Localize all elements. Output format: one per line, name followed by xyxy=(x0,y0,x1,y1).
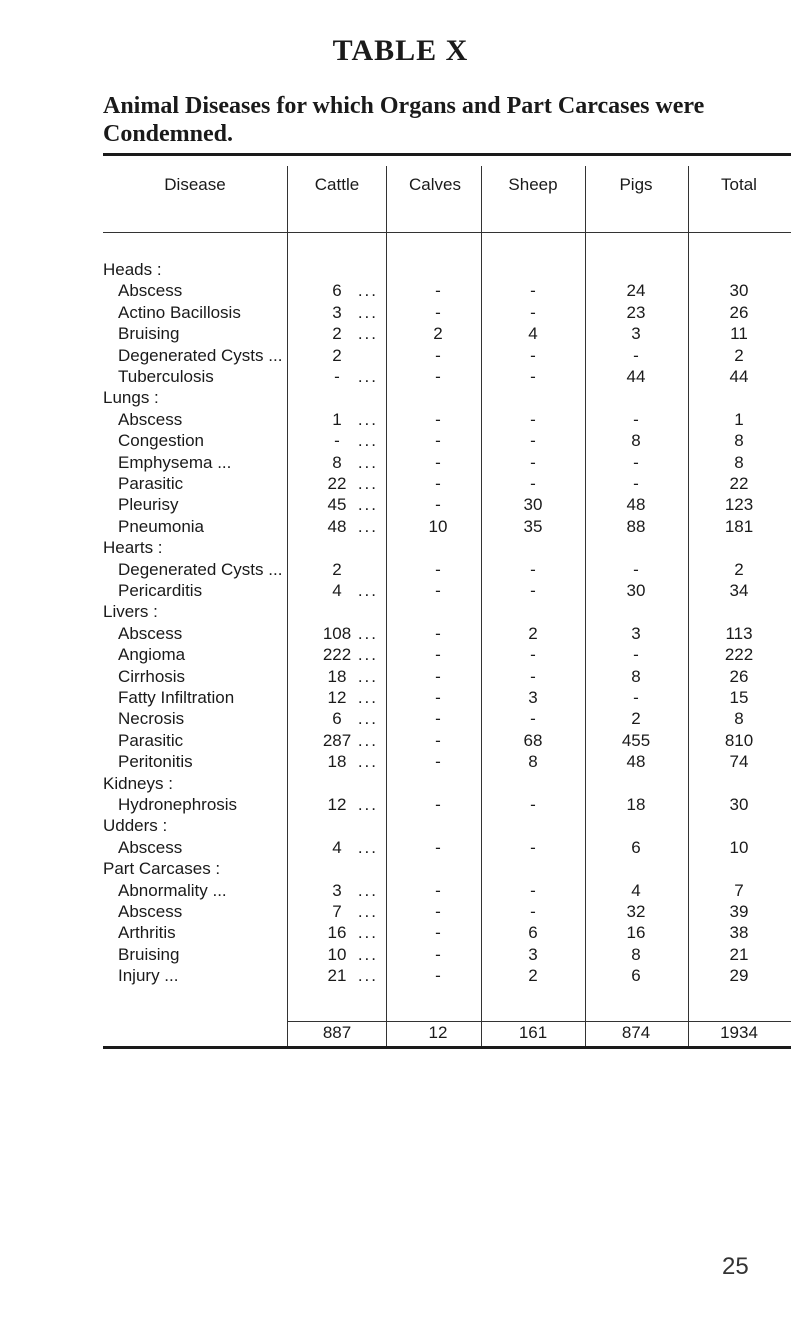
table-row xyxy=(103,794,791,815)
cattle-cell: 2 xyxy=(332,345,342,365)
section-label: Lungs : xyxy=(103,388,159,408)
table-row xyxy=(103,901,791,922)
table-bottom-rule xyxy=(103,1046,791,1049)
disease-label: Abscess xyxy=(118,837,183,857)
disease-label: Degenerated Cysts ... xyxy=(118,559,283,579)
disease-label: Abscess xyxy=(118,281,183,301)
pigs-cell: 6 xyxy=(631,966,641,986)
total-calves: 12 xyxy=(428,1023,448,1042)
disease-label: Bruising xyxy=(118,324,180,344)
pigs-cell: - xyxy=(633,345,639,365)
calves-cell: - xyxy=(435,944,441,964)
leader-dots: ... xyxy=(357,302,378,322)
sheep-cell: - xyxy=(530,474,536,493)
cattle-cell: 7 xyxy=(332,902,342,921)
cattle-cell: 2 xyxy=(332,324,342,344)
sheep-cell: - xyxy=(530,880,536,900)
cattle-cell: 6 xyxy=(332,709,342,729)
total-cell: 8 xyxy=(734,431,744,451)
cattle-cell: 16 xyxy=(327,923,347,943)
disease-label: Fatty Infiltration xyxy=(118,688,235,707)
leader-dots: ... xyxy=(357,837,378,857)
table-row xyxy=(103,965,791,986)
table-row xyxy=(103,880,791,901)
calves-cell: - xyxy=(435,666,441,686)
total-cell: 222 xyxy=(724,645,754,665)
table-row xyxy=(103,580,791,601)
total-cell: 15 xyxy=(729,688,749,707)
cattle-cell: 4 xyxy=(332,837,342,857)
leader-dots: ... xyxy=(357,367,378,386)
disease-label: Actino Bacillosis xyxy=(118,302,241,322)
disease-label: Abscess xyxy=(118,623,183,643)
disease-label: Necrosis xyxy=(118,709,185,729)
sheep-cell: - xyxy=(530,581,536,600)
sheep-cell: 30 xyxy=(523,495,543,515)
calves-cell: - xyxy=(435,452,441,472)
calves-cell: - xyxy=(435,688,441,707)
table-row xyxy=(103,366,791,387)
cattle-cell: 48 xyxy=(327,516,347,536)
calves-cell: - xyxy=(435,559,441,579)
disease-label: Pneumonia xyxy=(118,516,205,536)
sheep-cell: - xyxy=(530,345,536,365)
sheep-cell: - xyxy=(530,645,536,665)
sheep-cell: - xyxy=(530,902,536,921)
disease-label: Angioma xyxy=(118,645,186,665)
disease-label: Emphysema ... xyxy=(118,452,232,472)
cattle-cell: 45 xyxy=(327,495,347,515)
sheep-cell: - xyxy=(530,837,536,857)
table-row xyxy=(103,559,791,580)
disease-label: Pericarditis xyxy=(118,581,203,600)
pigs-cell: 16 xyxy=(626,923,646,943)
column-header-calves: Calves xyxy=(409,175,461,194)
cattle-cell: 2 xyxy=(332,559,342,579)
pigs-cell: 32 xyxy=(626,902,646,921)
calves-cell: - xyxy=(435,345,441,365)
cattle-cell: 18 xyxy=(327,666,347,686)
cattle-cell: 8 xyxy=(332,452,342,472)
cattle-cell: 108 xyxy=(322,623,352,643)
leader-dots: ... xyxy=(357,923,378,943)
total-cell: 39 xyxy=(729,902,749,921)
table-top-rule xyxy=(103,153,791,156)
sheep-cell: 4 xyxy=(528,324,538,344)
table-row xyxy=(103,730,791,751)
section-heading xyxy=(103,601,791,622)
disease-label: Bruising xyxy=(118,944,180,964)
table-row xyxy=(103,751,791,772)
total-cattle: 887 xyxy=(322,1023,352,1042)
leader-dots: ... xyxy=(357,623,378,643)
calves-cell: - xyxy=(435,623,441,643)
disease-label: Peritonitis xyxy=(118,752,193,772)
cattle-cell: 6 xyxy=(332,281,342,301)
calves-cell: - xyxy=(435,902,441,921)
disease-label: Parasitic xyxy=(118,730,184,750)
disease-label: Degenerated Cysts ... xyxy=(118,345,283,365)
pigs-cell: 30 xyxy=(626,581,646,600)
cattle-cell: 4 xyxy=(332,581,342,600)
column-header-disease: Disease xyxy=(164,175,226,194)
table-row xyxy=(103,494,791,515)
disease-label: Hydronephrosis xyxy=(118,795,238,814)
table-row xyxy=(103,280,791,301)
total-cell: 2 xyxy=(734,559,744,579)
sheep-cell: - xyxy=(530,367,536,386)
sheep-cell: - xyxy=(530,409,536,429)
pigs-cell: 6 xyxy=(631,837,641,857)
cattle-cell: 3 xyxy=(332,880,342,900)
total-cell: 1 xyxy=(734,409,744,429)
total-cell: 30 xyxy=(729,795,749,814)
total-sheep: 161 xyxy=(518,1023,548,1042)
total-cell: 26 xyxy=(729,666,749,686)
section-heading xyxy=(103,773,791,794)
cattle-cell: 18 xyxy=(327,752,347,772)
pigs-cell: 8 xyxy=(631,944,641,964)
pigs-cell: 48 xyxy=(626,495,646,515)
cattle-cell: 222 xyxy=(322,645,352,665)
sheep-cell: 68 xyxy=(523,730,543,750)
cattle-cell: 1 xyxy=(332,409,342,429)
total-cell: 11 xyxy=(730,324,748,344)
leader-dots: ... xyxy=(357,666,378,686)
totals-row xyxy=(103,1023,791,1045)
table-row xyxy=(103,323,791,344)
table-row xyxy=(103,452,791,473)
leader-dots: ... xyxy=(357,281,378,301)
column-header-cattle: Cattle xyxy=(314,175,360,194)
total-cell: 21 xyxy=(729,944,749,964)
sheep-cell: - xyxy=(530,559,536,579)
section-heading xyxy=(103,815,791,836)
table-row xyxy=(103,944,791,965)
sheep-cell: 2 xyxy=(528,966,538,986)
pigs-cell: 18 xyxy=(626,795,646,814)
leader-dots: ... xyxy=(357,324,378,344)
cattle-cell: 12 xyxy=(327,795,347,814)
table-row xyxy=(103,644,791,665)
column-header-sheep: Sheep xyxy=(508,175,558,194)
pigs-cell: - xyxy=(633,688,639,707)
pigs-cell: - xyxy=(633,645,639,665)
total-cell: 26 xyxy=(729,302,749,322)
section-label: Livers : xyxy=(103,602,158,622)
pigs-cell: 4 xyxy=(631,880,641,900)
table-row xyxy=(103,922,791,943)
disease-label: Abscess xyxy=(118,409,183,429)
calves-cell: - xyxy=(435,923,441,943)
calves-cell: - xyxy=(435,409,441,429)
column-header-total: Total xyxy=(721,175,757,194)
pigs-cell: 24 xyxy=(626,281,646,301)
leader-dots: ... xyxy=(357,495,378,515)
cattle-cell: 287 xyxy=(322,730,352,750)
cattle-cell: - xyxy=(334,431,340,451)
total-pigs: 874 xyxy=(621,1023,651,1042)
total-cell: 74 xyxy=(729,752,749,772)
pigs-cell: - xyxy=(633,452,639,472)
leader-dots: ... xyxy=(357,409,378,429)
sheep-cell: - xyxy=(530,452,536,472)
sheep-cell: 6 xyxy=(528,923,538,943)
total-cell: 2 xyxy=(734,345,744,365)
leader-dots: ... xyxy=(357,581,378,600)
total-cell: 8 xyxy=(734,452,744,472)
calves-cell: 2 xyxy=(433,324,443,344)
table-row xyxy=(103,302,791,323)
total-cell: 181 xyxy=(724,516,754,536)
table-title: TABLE X xyxy=(332,34,469,67)
calves-cell: - xyxy=(435,281,441,301)
sheep-cell: - xyxy=(530,709,536,729)
pigs-cell: 88 xyxy=(626,516,646,536)
total-cell: 113 xyxy=(725,623,753,643)
total-cell: 123 xyxy=(724,495,754,515)
cattle-cell: 12 xyxy=(327,688,347,707)
sheep-cell: 3 xyxy=(528,688,538,707)
table-row xyxy=(103,666,791,687)
disease-label: Abscess xyxy=(118,902,183,921)
total-cell: 22 xyxy=(729,474,749,493)
calves-cell: - xyxy=(435,880,441,900)
table-row xyxy=(103,409,791,430)
calves-cell: - xyxy=(435,367,441,386)
total-cell: 29 xyxy=(729,966,749,986)
leader-dots: ... xyxy=(357,474,378,493)
leader-dots: ... xyxy=(357,709,378,729)
section-label: Heads : xyxy=(103,260,162,279)
sheep-cell: 35 xyxy=(523,516,543,536)
cattle-cell: - xyxy=(334,367,340,386)
sheep-cell: - xyxy=(530,302,536,322)
totals-divider xyxy=(287,1021,791,1022)
table-row xyxy=(103,345,791,366)
disease-label: Arthritis xyxy=(118,923,176,943)
calves-cell: - xyxy=(435,730,441,750)
calves-cell: - xyxy=(435,752,441,772)
total-cell: 10 xyxy=(729,837,749,857)
pigs-cell: 455 xyxy=(621,730,651,750)
pigs-cell: 8 xyxy=(631,431,641,451)
total-cell: 38 xyxy=(729,923,749,943)
leader-dots: ... xyxy=(357,795,378,814)
section-heading xyxy=(103,537,791,558)
cattle-cell: 21 xyxy=(327,966,347,986)
total-all: 1934 xyxy=(720,1023,758,1042)
section-heading xyxy=(103,858,791,879)
leader-dots: ... xyxy=(357,752,378,772)
disease-label: Pleurisy xyxy=(118,495,179,515)
sheep-cell: 2 xyxy=(528,623,538,643)
pigs-cell: 2 xyxy=(631,709,641,729)
leader-dots: ... xyxy=(357,880,378,900)
calves-cell: - xyxy=(435,474,441,493)
disease-label: Tuberculosis xyxy=(118,367,214,386)
sheep-cell: - xyxy=(530,281,536,301)
disease-label: Injury ... xyxy=(118,966,179,986)
cattle-cell: 10 xyxy=(327,944,347,964)
total-cell: 30 xyxy=(729,281,749,301)
table-row xyxy=(103,430,791,451)
leader-dots: ... xyxy=(357,944,378,964)
calves-cell: - xyxy=(435,431,441,451)
pigs-cell: 48 xyxy=(626,752,646,772)
table-subtitle: Animal Diseases for which Organs and Part Carcases were Condemned. xyxy=(103,93,705,147)
sheep-cell: 8 xyxy=(528,752,538,772)
total-cell: 44 xyxy=(729,367,749,386)
calves-cell: - xyxy=(435,302,441,322)
pigs-cell: 3 xyxy=(631,324,641,344)
disease-label: Abnormality ... xyxy=(118,880,227,900)
cattle-cell: 22 xyxy=(327,474,347,493)
pigs-cell: 8 xyxy=(631,666,641,686)
column-header-pigs: Pigs xyxy=(619,175,653,194)
sheep-cell: - xyxy=(530,795,536,814)
section-label: Kidneys : xyxy=(103,773,173,793)
pigs-cell: - xyxy=(633,559,639,579)
disease-label: Parasitic xyxy=(118,474,184,493)
calves-cell: - xyxy=(435,837,441,857)
pigs-cell: 3 xyxy=(631,623,641,643)
section-label: Hearts : xyxy=(103,538,163,558)
section-label: Udders : xyxy=(103,816,168,836)
sheep-cell: - xyxy=(530,666,536,686)
total-cell: 8 xyxy=(734,709,744,729)
disease-label: Cirrhosis xyxy=(118,666,186,686)
section-label: Part Carcases : xyxy=(103,859,221,879)
pigs-cell: - xyxy=(633,474,639,493)
calves-cell: - xyxy=(435,795,441,814)
cattle-cell: 3 xyxy=(332,302,342,322)
calves-cell: - xyxy=(435,495,441,515)
calves-cell: - xyxy=(435,709,441,729)
calves-cell: - xyxy=(435,966,441,986)
disease-label: Congestion xyxy=(118,431,205,451)
leader-dots: ... xyxy=(357,645,378,665)
leader-dots: ... xyxy=(357,688,378,707)
table-row xyxy=(103,623,791,644)
page-number: 25 xyxy=(722,1253,749,1280)
table-row xyxy=(103,516,791,537)
leader-dots: ... xyxy=(357,730,378,750)
calves-cell: - xyxy=(435,581,441,600)
sheep-cell: 3 xyxy=(528,944,538,964)
calves-cell: - xyxy=(435,645,441,665)
table-row xyxy=(103,708,791,729)
total-cell: 7 xyxy=(734,880,744,900)
sheep-cell: - xyxy=(530,431,536,451)
table-row xyxy=(103,473,791,494)
table-row xyxy=(103,837,791,858)
leader-dots: ... xyxy=(357,431,378,451)
pigs-cell: 23 xyxy=(626,302,646,322)
leader-dots: ... xyxy=(357,516,378,536)
calves-cell: 10 xyxy=(428,516,448,536)
total-cell: 810 xyxy=(724,730,754,750)
table-row xyxy=(103,687,791,708)
leader-dots: ... xyxy=(357,452,378,472)
pigs-cell: 44 xyxy=(626,367,646,386)
pigs-cell: - xyxy=(633,409,639,429)
section-heading xyxy=(103,259,791,280)
leader-dots: ... xyxy=(357,902,378,921)
leader-dots: ... xyxy=(357,966,378,986)
total-cell: 34 xyxy=(729,581,749,600)
section-heading xyxy=(103,387,791,408)
